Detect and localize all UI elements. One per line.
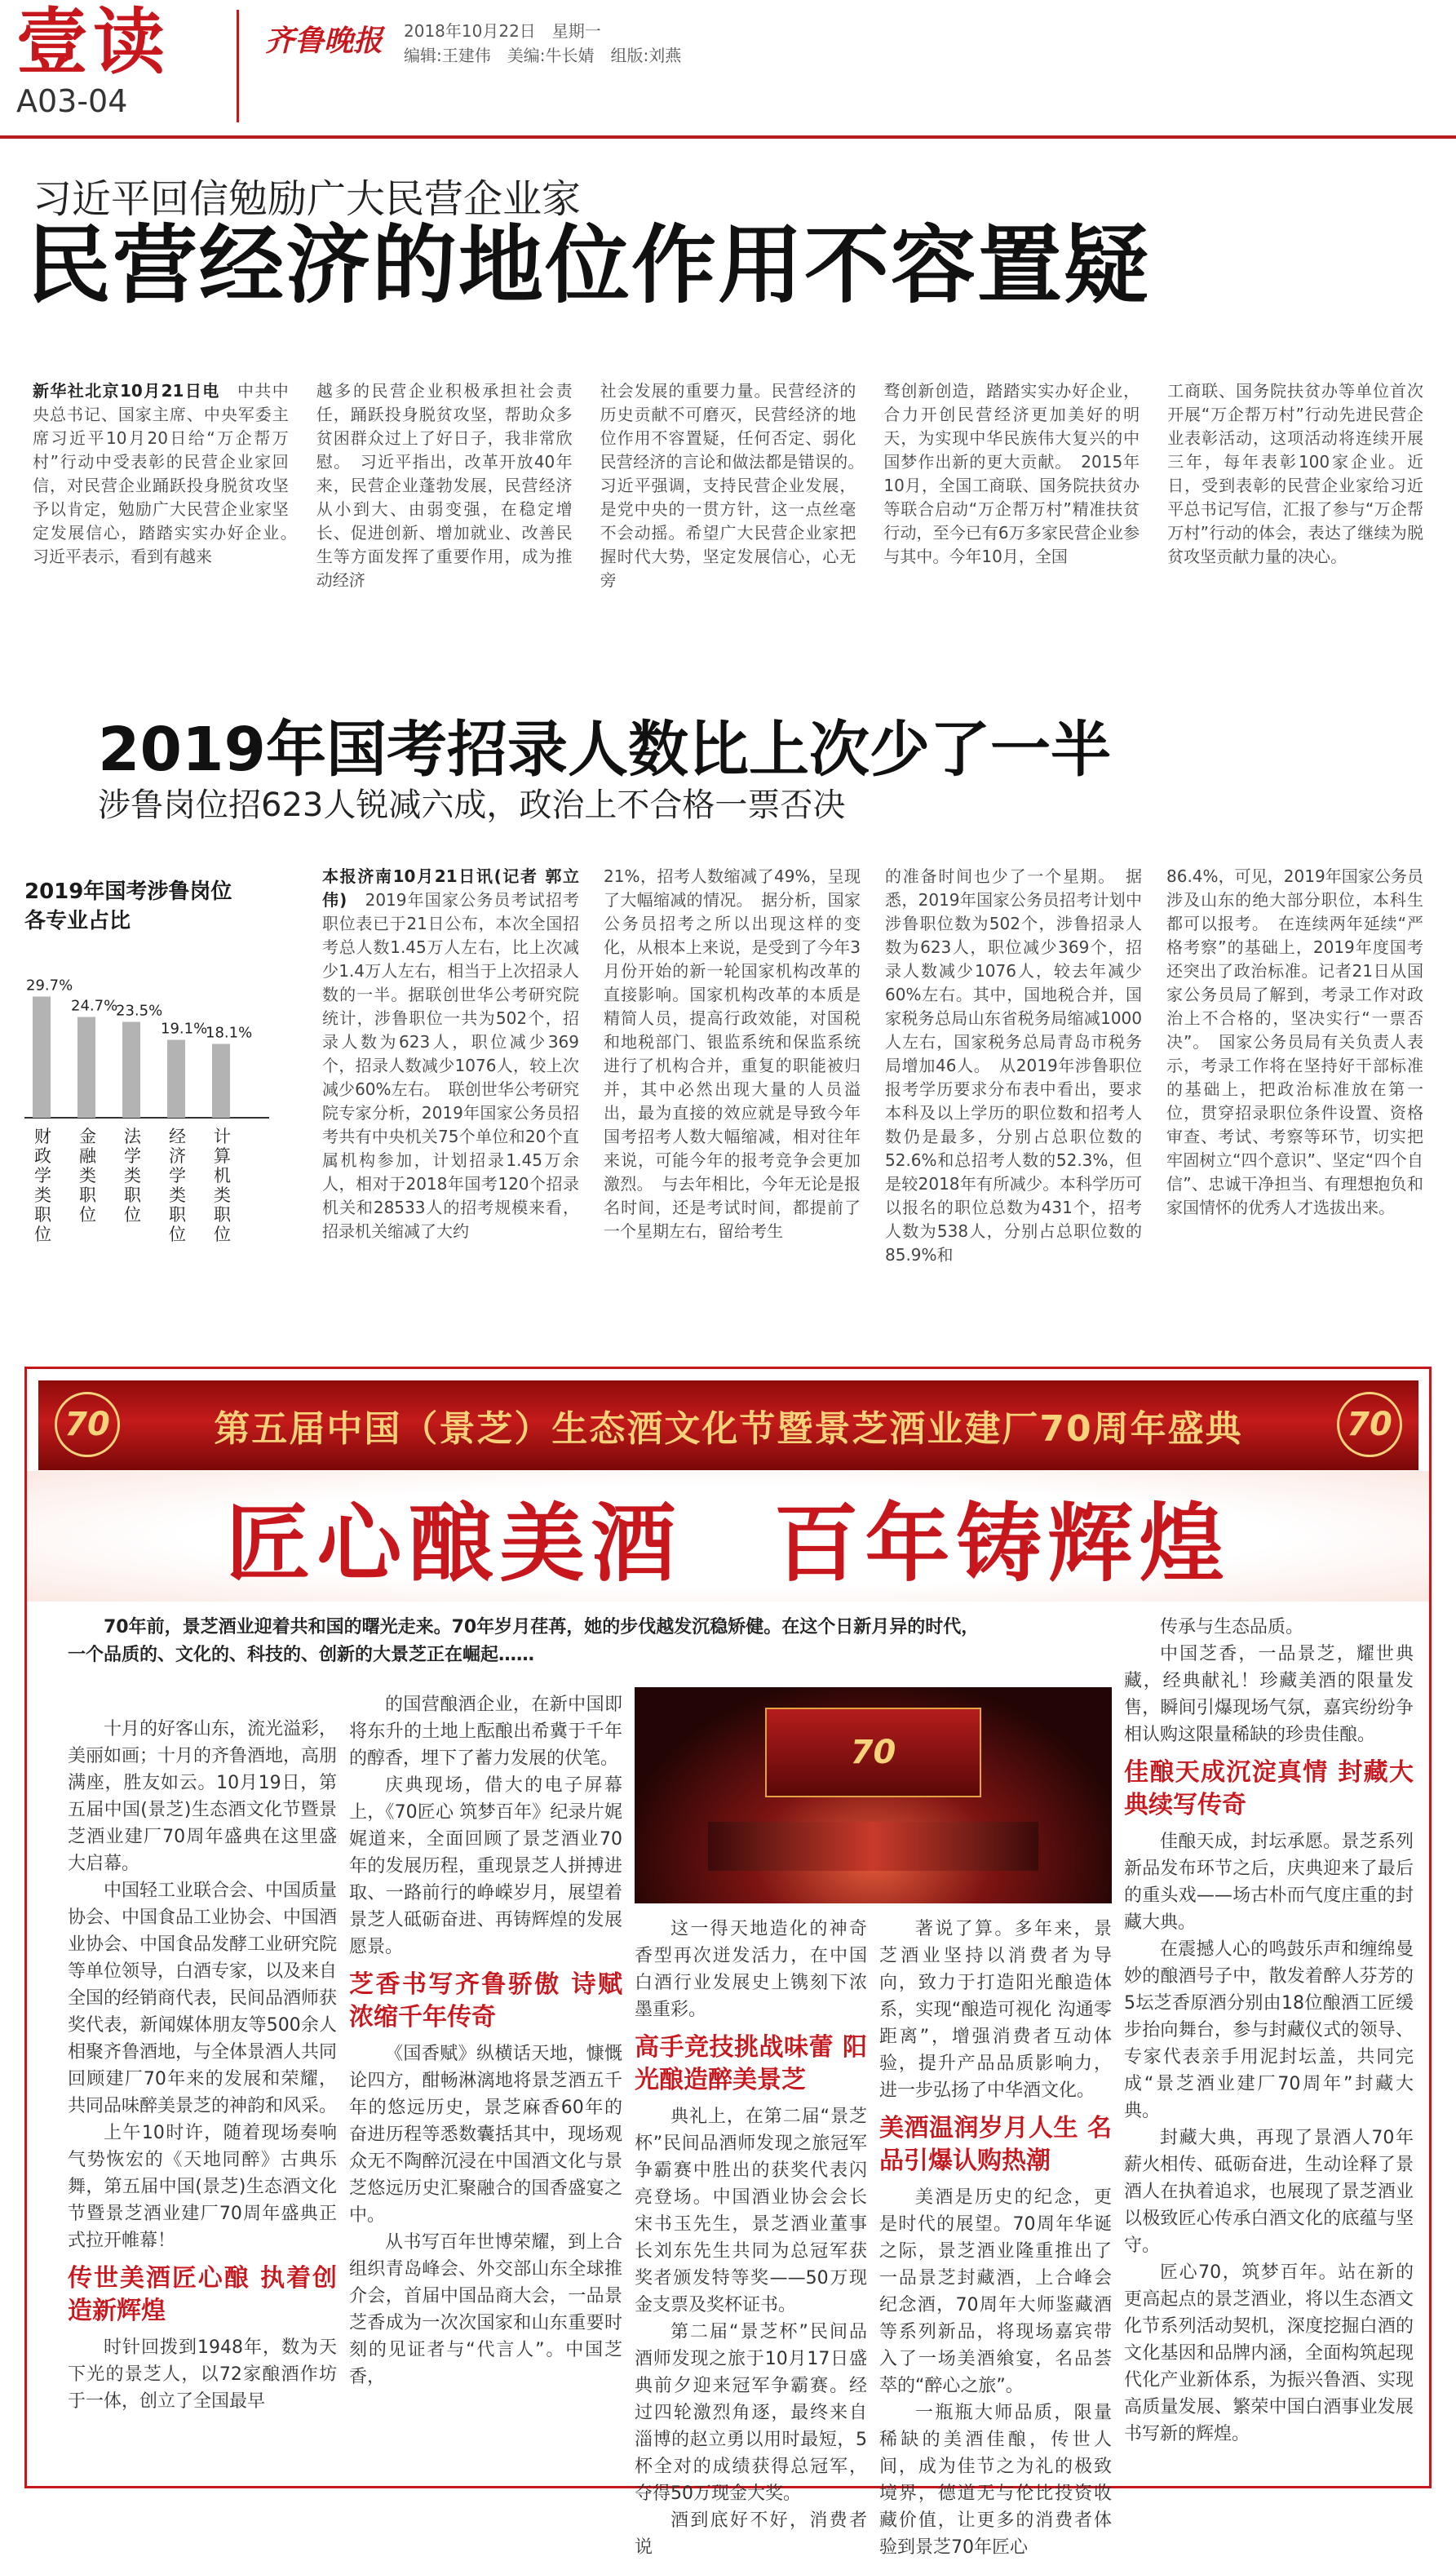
ad-paragraph: 佳酿天成，封坛承愿。景芝系列新品发布环节之后，庆典迎来了最后的重头戏——场古朴而气度庄重的封藏大典。 bbox=[1124, 1832, 1414, 1933]
ad-paragraph: 时针回拨到1948年，数为天下光的景芝人，以72家酿酒作坊于一体，创立了全国最早 bbox=[68, 2337, 337, 2412]
paper-logo: 齐鲁晚报 bbox=[265, 24, 383, 58]
chart-value-label: 24.7% bbox=[71, 997, 118, 1015]
chart-category-label: 位 bbox=[124, 1205, 141, 1225]
ad-paragraph: 中国芝香，一品景芝，耀世典藏，经典献礼！珍藏美酒的限量发售，瞬间引爆现场气氛，嘉宾纷纷争相认购这限量稀缺的珍贵佳酿。 bbox=[1124, 1644, 1414, 1745]
ad-col-1 bbox=[68, 1716, 337, 2479]
ad-paragraph: 上午10时许，随着现场奏响气势恢宏的《天地同醉》古典乐舞，第五届中国(景芝)生态酒文化节暨景芝酒业建厂70周年盛典正式拉开帷幕！ bbox=[68, 2123, 337, 2251]
ad-col-2 bbox=[349, 1691, 622, 2479]
chart-category-label: 类 bbox=[124, 1166, 141, 1185]
ad-paragraph: 一瓶瓶大师品质，限量稀缺的美酒佳酿，传世人间，成为佳节之为礼的极致境界，德道无与伦比投资收藏价值，让更多的消费者体验到景芝70年匠心 bbox=[879, 2403, 1112, 2558]
chart-category-label: 位 bbox=[214, 1225, 231, 1244]
ad-subheading: 传世美酒匠心酿 执着创造新辉煌 bbox=[68, 2264, 337, 2325]
ad-paragraph: 美酒是历史的纪念，更是时代的展望。70周年华诞之际，景芝酒业隆重推出了一品景芝封藏酒，上合峰会纪念酒，70周年大师鉴藏酒等系列新品，将现场嘉宾带入了一场美酒飨宴，名品荟萃的“醉心之旅”。 bbox=[879, 2187, 1112, 2396]
chart-category-label: 职 bbox=[79, 1185, 96, 1205]
ad-banner bbox=[38, 1380, 1418, 1470]
story1-col: 新华社北京10月21日电 中共中央总书记、国家主席、中央军委主席习近平10月20日给“万企帮万村”行动中受表彰的民营企业家回信，对民营企业踊跃投身脱贫攻坚予以肯定，勉励广大民营企业家坚定发展信心，踏踏实实办好企业。 习近平表示，看到有越来 bbox=[33, 381, 305, 566]
date-line: 2018年10月22日 星期一 bbox=[404, 21, 601, 41]
chart-bar bbox=[77, 1017, 95, 1119]
chart-title: 2019年国考涉鲁岗位各专业占比 bbox=[24, 880, 232, 933]
chart-category-label: 法 bbox=[124, 1127, 141, 1146]
ad-intro: 70年前，景芝酒业迎着共和国的曙光走来。70年岁月荏苒，她的步伐越发沉稳矫健。在这个日新月异的时代，一个品质的、文化的、科技的、创新的大景芝正在崛起…… bbox=[68, 1617, 980, 1665]
ad-paragraph: 中国轻工业联合会、中国质量协会、中国食品工业协会、中国酒业协会、中国食品发酵工业研究院等单位领导，白酒专家，以及来自全国的经销商代表，民间品酒师获奖代表，新闻媒体朋友等500余人相聚齐鲁酒地，与全体景酒人共同回顾建厂70年来的发展和荣耀，共同品味醉美景芝的神韵和风采。 bbox=[68, 1881, 338, 2116]
chart-value-label: 18.1% bbox=[206, 1024, 253, 1042]
chart-category-label: 类 bbox=[214, 1185, 231, 1205]
story2-col: 的准备时间也少了一个星期。 据悉，2019年国家公务员招考计划中涉鲁职位数为502个，涉鲁招录人数为623人，职位减少369个，招录人数减少1076人，较去年减少60%左右。其中，国地税合并，国家税务总局山东省税务局缩减1000人左右，国家税务总局青岛市税务局增加46人。 从2019年涉鲁职位报考学历要求分布表中看出，要求本科及以上学历的职位数和招考人数仍是最多，分别占总职位数的52.6%和总招考人数的52.3%，但是较2018年有所减少。本科学历可以报名的职位总数为431个，招考人数为538人，分别占总职位数的85.9%和 bbox=[885, 866, 1142, 1265]
ad-paragraph: 匠心70，筑梦百年。站在新的更高起点的景芝酒业，将以生态酒文化节系列活动契机，深度挖掘白酒的文化基因和品牌内涵，全面构筑起现代化产业新体系，为振兴鲁酒、实现高质量发展、繁荣中国白酒事业发展书写新的辉煌。 bbox=[1124, 2262, 1414, 2444]
ad-col-4 bbox=[879, 1916, 1112, 2558]
story1-kicker: 习近平回信勉励广大民营企业家 bbox=[33, 176, 582, 222]
ad-subheading: 高手竞技挑战味蕾 阳光酿造醉美景芝 bbox=[635, 2033, 867, 2094]
chart-category-label: 政 bbox=[34, 1146, 51, 1166]
chart-category-label: 计 bbox=[214, 1127, 231, 1146]
chart-category-label: 职 bbox=[214, 1205, 231, 1225]
masthead bbox=[0, 0, 1456, 139]
story1-col: 骛创新创造，踏踏实实办好企业，合力开创民营经济更加美好的明天，为实现中华民族伟大复兴的中国梦作出新的更大贡献。 2015年10月，全国工商联、国务院扶贫办等联合启动“万企帮万村”精准扶贫行动，至今已有6万多家民营企业参与其中。今年10月，全国 bbox=[883, 381, 1140, 566]
ad-paragraph: 从书写百年世博荣耀，到上合组织青岛峰会、外交部山东全球推介会，首届中国品商大会，一品景芝香成为一次次国家和山东重要时刻的见证者与“代言人”。中国芝香， bbox=[349, 2232, 622, 2387]
story2-headline: 2019年国考招录人数比上次少了一半 bbox=[98, 715, 1111, 785]
chart-category-label: 济 bbox=[169, 1146, 186, 1166]
chart-category-label: 融 bbox=[79, 1146, 96, 1166]
chart-value-label: 23.5% bbox=[116, 1002, 163, 1020]
ad-banner-title: 第五届中国（景芝）生态酒文化节暨景芝酒业建厂70周年盛典 bbox=[214, 1408, 1243, 1450]
chart-category-label: 位 bbox=[169, 1225, 186, 1244]
chart-category-label: 机 bbox=[214, 1166, 231, 1185]
story2-deck: 涉鲁岗位招623人锐减六成，政治上不合格一票否决 bbox=[98, 786, 846, 824]
anniversary-logo-icon: 70 bbox=[1337, 1392, 1402, 1457]
chart-category-label: 位 bbox=[79, 1205, 96, 1225]
ceremony-photo bbox=[635, 1687, 1112, 1903]
page-number: A03-04 bbox=[16, 83, 128, 119]
advertorial bbox=[24, 1367, 1432, 2558]
staff-line: 编辑:王建伟 美编:牛长婧 组版:刘燕 bbox=[404, 46, 682, 65]
masthead-divider bbox=[237, 10, 239, 122]
story1-body bbox=[33, 379, 1423, 640]
chart-category-label: 学 bbox=[34, 1166, 51, 1185]
chart-category-label: 算 bbox=[214, 1146, 231, 1166]
ad-paragraph: 酒到底好不好，消费者说 bbox=[635, 2510, 867, 2558]
ad-paragraph: 十月的好客山东，流光溢彩，美丽如画；十月的齐鲁酒地，高朋满座，胜友如云。10月19日，第五届中国(景芝)生态酒文化节暨景芝酒业建厂70周年盛典在这里盛大启幕。 bbox=[68, 1719, 338, 1874]
chart-category-label: 学 bbox=[169, 1166, 186, 1185]
ad-headline: 匠心酿美酒 百年铸辉煌 bbox=[225, 1494, 1231, 1593]
chart-value-label: 29.7% bbox=[26, 977, 73, 995]
ad-paragraph: 的国营酿酒企业，在新中国即将东升的土地上酝酿出希冀于千年的醇香，埋下了蓄力发展的伏笔。 bbox=[349, 1695, 622, 1769]
chart-category-label: 类 bbox=[79, 1166, 96, 1185]
chart-category-label: 类 bbox=[169, 1185, 186, 1205]
ad-headline-block bbox=[27, 1471, 1429, 1602]
ad-subheading: 佳酿天成沉淀真情 封藏大典续写传奇 bbox=[1124, 1758, 1414, 1819]
chart-category-label: 职 bbox=[124, 1185, 141, 1205]
chart-bar bbox=[33, 997, 51, 1119]
ad-paragraph: 在震撼人心的鸣鼓乐声和缠绵曼妙的酿酒号子中，散发着醉人芬芳的5坛芝香原酒分别由18位酿酒工匠缓步抬向舞台，参与封藏仪式的领导、专家代表亲手用泥封坛盖，共同完成“景芝酒业建厂70周年”封藏大典。 bbox=[1124, 1939, 1414, 2121]
ad-subheading: 芝香书写齐鲁骄傲 诗赋浓缩千年传奇 bbox=[349, 1970, 622, 2032]
chart-category-label: 财 bbox=[34, 1127, 51, 1146]
stage bbox=[708, 1822, 1038, 1871]
ad-paragraph: 传承与生态品质。 bbox=[1160, 1617, 1304, 1637]
story1-headline: 民营经济的地位作用不容置疑 bbox=[26, 215, 1151, 315]
ad-paragraph: 这一得天地造化的神奇香型再次迸发活力，在中国白酒行业发展史上镌刻下浓墨重彩。 bbox=[635, 1919, 867, 2020]
chart-value-label: 19.1% bbox=[161, 1020, 208, 1038]
ad-paragraph: 庆典现场，借大的电子屏幕上，《70匠心 筑梦百年》纪录片娓娓道来，全面回顾了景芝酒业70年的发展历程，重现景芝人拼搏进取、一路前行的峥嵘岁月，展望着景芝人砥砺奋进、再铸辉煌的发展愿景。 bbox=[349, 1775, 622, 1957]
story2-col: 86.4%，可见，2019年国家公务员涉及山东的绝大部分职位，本科生都可以报考。 在连续两年延续“严格考察”的基础上，2019年度国考还突出了政治标准。记者21日从国家公务员局了解到，考录工作对政治上不合格的，坚决实行“一票否决”。 国家公务员局有关负责人表示，考录工作将在坚持好干部标准的基础上，把政治标准放在第一位，贯穿招录职位条件设置、资格审查、考试、考察等环节，切实把牢固树立“四个意识”、坚定“四个自信”、忠诚干净担当、有理想抱负和家国情怀的优秀人才选拔出来。 bbox=[1166, 866, 1423, 1217]
ad-paragraph: 《国香赋》纵横话天地，慷慨论四方，酣畅淋漓地将景芝酒五千年的悠远历史，景芝麻香60年的奋进历程等悉数囊括其中，现场观众无不陶醉沉浸在中国酒文化与景芝悠远历史汇聚融合的国香盛宴之中。 bbox=[349, 2044, 622, 2226]
chart-category-label: 职 bbox=[34, 1205, 51, 1225]
chart-category-label: 学 bbox=[124, 1146, 141, 1166]
stage-screen: 70 bbox=[765, 1708, 981, 1797]
section-brand: 壹读 bbox=[16, 0, 170, 84]
ad-subheading: 美酒温润岁月人生 名品引爆认购热潮 bbox=[879, 2114, 1112, 2175]
chart-category-label: 位 bbox=[34, 1225, 51, 1244]
chart-bar bbox=[212, 1044, 230, 1119]
story2-col: 本报济南10月21日讯(记者 郭立伟) 2019年国家公务员考试招考职位表已于21日公布，本次全国招考总人数1.45万人左右，比上次减少1.4万人左右，相当于上次招录人数的一半。据联创世华公考研究院统计，涉鲁职位一共为502个，招录人数为623人，职位减少369个，招录人数减少1076人，较上次减少60%左右。 联创世华公考研究院专家分析，2019年国家公务员招考共有中央机关75个单位和20个直属机构参加，计划招录1.45万余人，相对于2018年国考120个招录机关和28533人的招考规模来看，招录机关缩减了大约 bbox=[322, 866, 579, 1241]
ad-col-5 bbox=[1124, 1614, 1414, 2479]
story1-col: 工商联、国务院扶贫办等单位首次开展“万企帮万村”行动先进民营企业表彰活动，这项活动将连续开展三年，每年表彰100家企业。近日，受到表彰的民营企业家给习近平总书记写信，汇报了参与“万企帮万村”行动的体会，表达了继续为脱贫攻坚贡献力量的决心。 bbox=[1167, 381, 1423, 566]
ad-paragraph: 第二届“景芝杯”民间品酒师发现之旅于10月17日盛典前夕迎来冠军争霸赛。经过四轮激烈角逐，最终来自淄博的赵立勇以用时最短，5杯全对的成绩获得总冠军，夺得50万现金大奖。 bbox=[635, 2322, 867, 2504]
chart-category-label: 职 bbox=[169, 1205, 186, 1225]
ad-paragraph: 典礼上，在第二届“景芝杯”民间品酒师发现之旅冠军争霸赛中胜出的获奖代表闪亮登场。中国酒业协会会长宋书玉先生，景芝酒业董事长刘东先生共同为总冠军获奖者颁发特等奖——50万现金支票及奖杯证书。 bbox=[635, 2107, 867, 2315]
story2-col: 21%，招考人数缩减了49%，呈现了大幅缩减的情况。 据分析，国家公务员招考之所以出现这样的变化，从根本上来说，是受到了今年3月份开始的新一轮国家机构改革的直接影响。国家机构改革的本质是精简人员，提高行政效能，对国税和地税部门、银监系统和保监系统进行了机构合并，重复的职能被归并，其中必然出现大量的人员溢出，最为直接的效应就是导致今年国考招考人数大幅缩减，相对往年来说，可能今年的报考竞争会更加激烈。 与去年相比，今年无论是报名时间，还是考试时间，都提前了一个星期左右，留给考生 bbox=[604, 866, 861, 1241]
chart-bar bbox=[122, 1022, 140, 1119]
ad-paragraph: 著说了算。多年来，景芝酒业坚持以消费者为导向，致力于打造阳光酿造体系，实现“酿造可视化 沟通零距离”，增强消费者互动体验，提升产品品质影响力，进一步弘扬了中华酒文化。 bbox=[879, 1919, 1112, 2101]
story2-body bbox=[322, 865, 1423, 1354]
major-share-chart bbox=[24, 938, 285, 1281]
chart-bar bbox=[167, 1040, 185, 1119]
anniversary-logo-icon: 70 bbox=[55, 1392, 120, 1457]
chart-category-label: 类 bbox=[34, 1185, 51, 1205]
chart-category-label: 金 bbox=[79, 1127, 96, 1146]
ad-paragraph: 封藏大典，再现了景酒人70年薪火相传、砥砺奋进，生动诠释了景酒人在执着追求，也展现了景芝酒业以极致匠心传承白酒文化的底蕴与坚守。 bbox=[1124, 2128, 1414, 2256]
story1-col: 社会发展的重要力量。民营经济的历史贡献不可磨灭，民营经济的地位作用不容置疑，任何否定、弱化民营经济的言论和做法都是错误的。 习近平强调，支持民营企业发展，是党中央的一贯方针，这一点丝毫不会动摇。希望广大民营企业家把握时代大势，坚定发展信心，心无旁 bbox=[600, 381, 873, 590]
chart-category-label: 经 bbox=[169, 1127, 186, 1146]
ad-col-3 bbox=[635, 1916, 867, 2558]
story1-col: 越多的民营企业积极承担社会责任，踊跃投身脱贫攻坚，帮助众多贫困群众过上了好日子，我非常欣慰。 习近平指出，改革开放40年来，民营企业蓬勃发展，民营经济从小到大、由弱变强，在稳定增长、促进创新、增加就业、改善民生等方面发挥了重要作用，成为推动经济 bbox=[316, 381, 573, 590]
